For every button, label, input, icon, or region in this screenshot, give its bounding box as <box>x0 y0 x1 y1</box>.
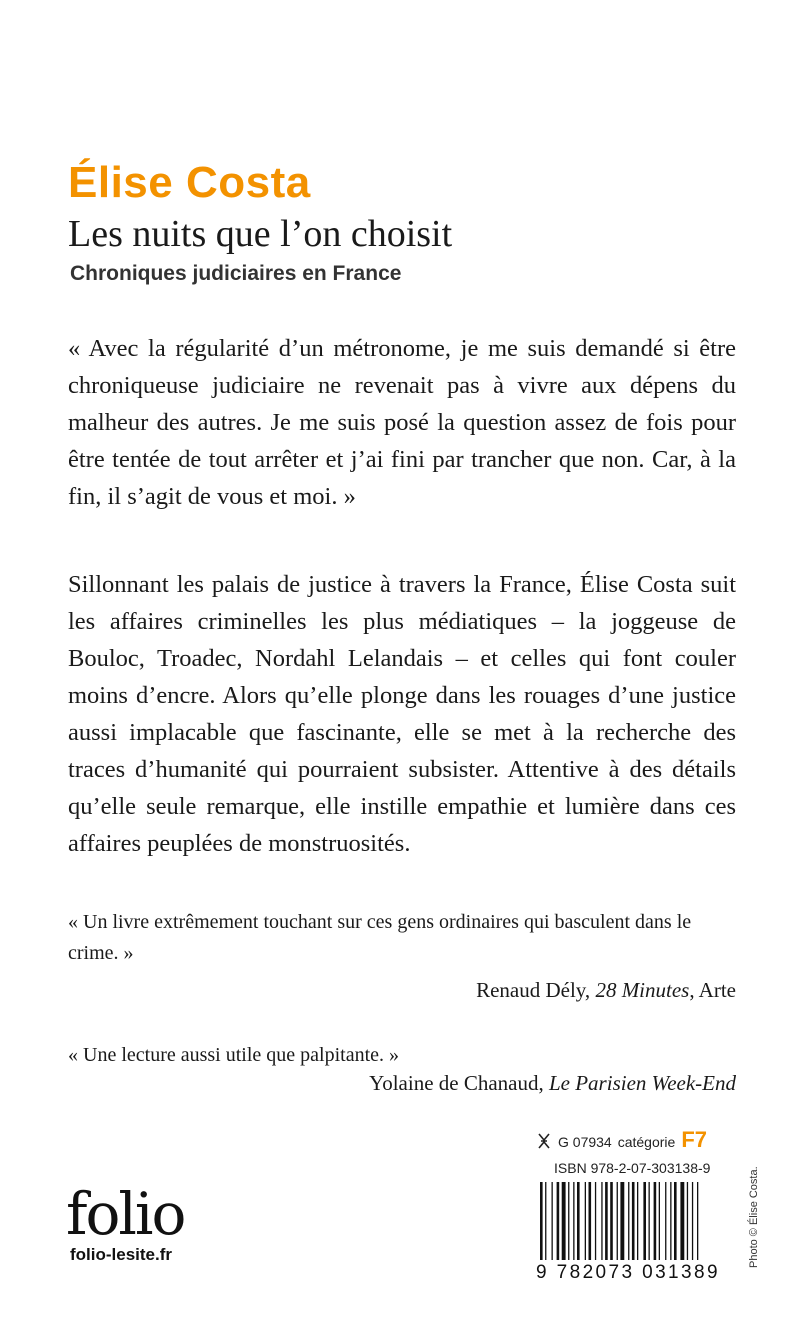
barcode-bar <box>552 1182 553 1260</box>
barcode-bar <box>562 1182 566 1260</box>
author-name: Élise Costa <box>68 158 311 207</box>
barcode-bar <box>617 1182 618 1260</box>
barcode-bar <box>670 1182 671 1260</box>
barcode-bar <box>665 1182 666 1260</box>
review-publication-2: Le Parisien Week-End <box>548 1071 736 1095</box>
barcode-digits: 9 782073 031389 <box>536 1262 720 1283</box>
barcode-bar <box>649 1182 650 1260</box>
folio-logo: folio <box>66 1180 185 1248</box>
review-channel-1: , Arte <box>689 978 736 1002</box>
barcode-bar <box>585 1182 586 1260</box>
review-quote-2: « Une lecture aussi utile que palpitante. » <box>68 1044 400 1066</box>
barcode-bar <box>628 1182 629 1260</box>
barcode-bar <box>568 1182 569 1260</box>
book-subtitle: Chroniques judiciaires en France <box>70 262 402 285</box>
barcode-bar <box>632 1182 635 1260</box>
barcode-bar <box>654 1182 657 1260</box>
photo-credit: Photo © Élise Costa. <box>748 1166 760 1268</box>
book-description: Sillonnant les palais de justice à travers la France, Élise Costa suit les affaires criminelles les plus médiatiques – la joggeuse de Bouloc, Troadec, Nordahl Lelandais – et celles qui font couler moins d’encre. Alors qu’elle plonge dans les rouages d’une justice aussi implacable que fascinante, elle se met à la recherche des traces d’humanité qui pourraient subsister. Attentive à des détails qu’elle seule remarque, elle instille empathie et lumière dans ces affaires peuplées de monstruosités. <box>68 571 736 857</box>
review-quote-1: « Un livre extrêmement touchant sur ces gens ordinaires qui basculent dans le crime. » <box>68 911 692 964</box>
category-label: catégorie <box>617 1134 676 1150</box>
barcode-bar <box>637 1182 638 1260</box>
barcode-bar <box>605 1182 608 1260</box>
barcode-bar <box>643 1182 646 1260</box>
barcode-bar <box>577 1182 580 1260</box>
barcode-icon <box>536 1182 748 1262</box>
barcode-bar <box>601 1182 602 1260</box>
book-title: Les nuits que l’on choisit <box>68 213 453 255</box>
barcode-bar <box>659 1182 660 1260</box>
barcode-bar <box>610 1182 613 1260</box>
category-value: F7 <box>681 1127 707 1152</box>
barcode-bar <box>674 1182 677 1260</box>
review-publication-1: 28 Minutes <box>595 978 690 1002</box>
barcode-bar <box>687 1182 688 1260</box>
barcode-bar <box>573 1182 574 1260</box>
barcode-bar <box>620 1182 624 1260</box>
barcode-bar <box>692 1182 693 1260</box>
review-source-1 <box>68 975 736 1006</box>
barcode-bar <box>680 1182 684 1260</box>
barcode-bar <box>697 1182 698 1260</box>
barcode-bar <box>557 1182 560 1260</box>
category-code: G 07934 <box>558 1134 612 1150</box>
website-link: folio-lesite.fr <box>70 1245 173 1264</box>
barcode-bar <box>589 1182 592 1260</box>
barcode-bar <box>595 1182 596 1260</box>
publisher-mark-icon <box>536 1132 552 1150</box>
isbn-number: ISBN 978-2-07-303138-9 <box>554 1160 711 1176</box>
author-quote: « Avec la régularité d’un métronome, je me suis demandé si être chroniqueuse judiciaire ne revenait pas à vivre aux dépens du malheur des autres. Je me suis posé la question assez de fois pour être tentée de tout arrêter et j’ai fini par trancher que non. Car, à la fin, il s’agit de vous et moi. » <box>68 335 736 510</box>
review-author-1: Renaud Dély, <box>476 978 596 1002</box>
barcode-bar <box>545 1182 546 1260</box>
review-author-2: Yolaine de Chanaud, <box>369 1071 549 1095</box>
barcode-bar <box>540 1182 543 1260</box>
review-source-2 <box>68 1068 736 1099</box>
category-line <box>536 1127 707 1152</box>
